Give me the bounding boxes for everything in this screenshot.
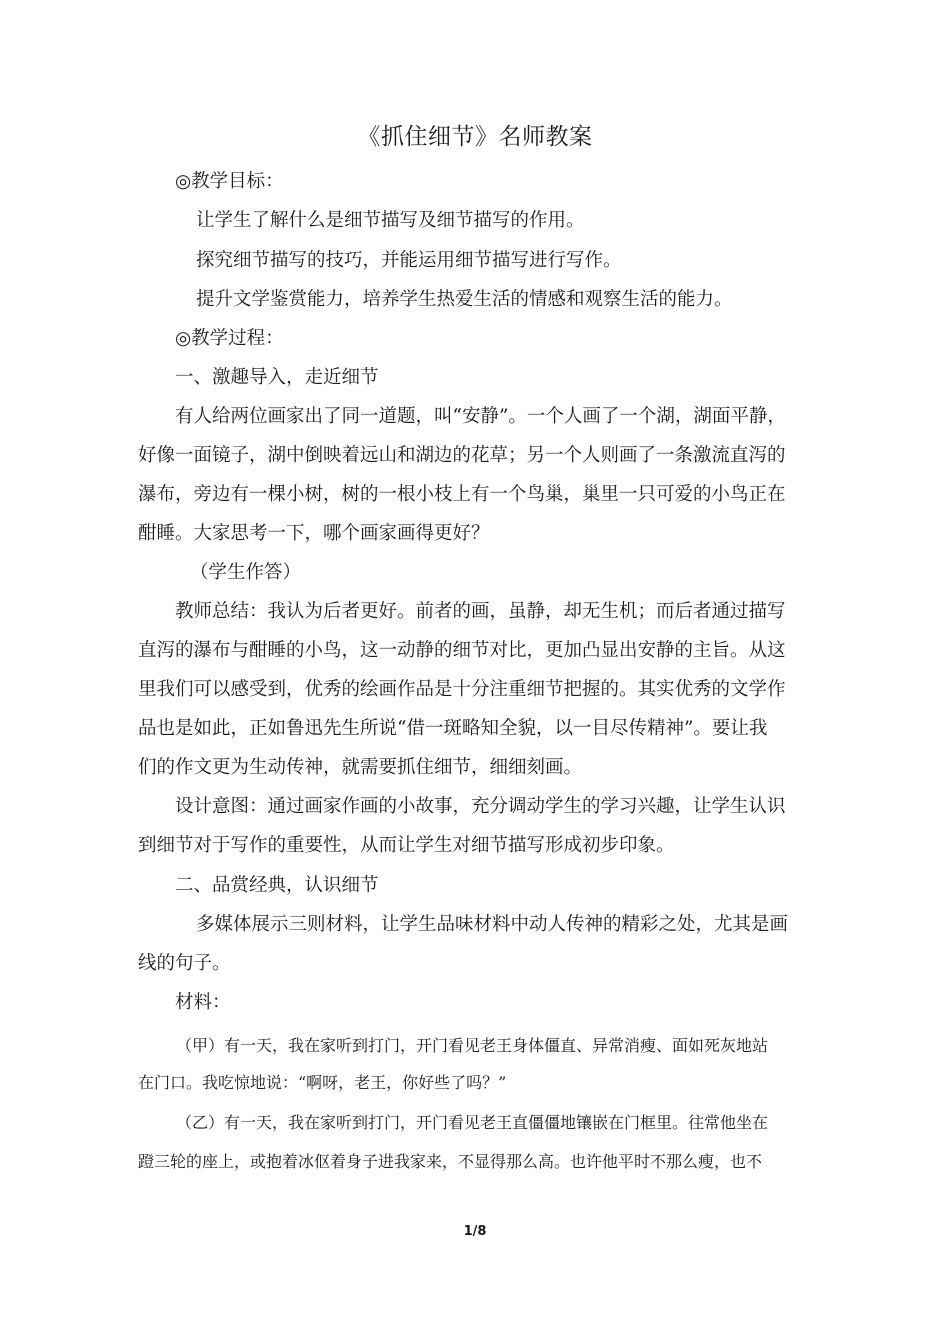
material-a-line: 在门口。我吃惊地说：“啊呀，老王，你好些了吗？” — [138, 1073, 507, 1092]
material-b-line: （乙）有一天，我在家听到打门，开门看见老王直僵僵地镶嵌在门框里。往常他坐在 — [176, 1113, 769, 1132]
section-heading: 一、激趣导入，走近细节 — [175, 367, 379, 388]
material-b-line: 蹬三轮的座上，或抱着冰伛着身子进我家来，不显得那么高。也许他平时不那么瘦，也不 — [138, 1152, 763, 1171]
paragraph-line: 好像一面镜子，湖中倒映着远山和湖边的花草；另一个人则画了一条激流直泻的 — [138, 445, 786, 466]
paragraph-line: 瀑布，旁边有一棵小树，树的一根小枝上有一个鸟巢，巢里一只可爱的小鸟正在 — [138, 484, 786, 505]
material-a-line: （甲）有一天，我在家听到打门，开门看见老王身体僵直、异常消瘦、面如死灰地站 — [176, 1036, 769, 1055]
student-answer-note: （学生作答） — [190, 562, 302, 583]
paragraph-line: 有人给两位画家出了同一道题，叫“安静”。一个人画了一个湖，湖面平静， — [175, 406, 786, 427]
paragraph-line: 们的作文更为生动传神，就需要抓住细节，细细刻画。 — [138, 757, 583, 778]
paragraph-line: 设计意图：通过画家作画的小故事，充分调动学生的学习兴趣，让学生认识 — [175, 796, 786, 817]
paragraph-line: 多媒体展示三则材料，让学生品味材料中动人传神的精彩之处，尤其是画 — [196, 914, 789, 935]
paragraph-line: 品也是如此，正如鲁迅先生所说“借一斑略知全貌，以一目尽传精神”。要让我 — [138, 718, 768, 739]
paragraph-line: 线的句子。 — [138, 953, 231, 974]
document-title: 《抓住细节》名师教案 — [357, 124, 593, 150]
process-heading: ◎教学过程： — [175, 328, 284, 349]
section-heading: 二、品赏经典，认识细节 — [175, 875, 379, 896]
goal-item: 探究细节描写的技巧，并能运用细节描写进行写作。 — [196, 250, 622, 271]
paragraph-line: 酣睡。大家思考一下，哪个画家画得更好？ — [138, 523, 490, 544]
paragraph-line: 教师总结：我认为后者更好。前者的画，虽静，却无生机；而后者通过描写 — [175, 601, 786, 622]
page-number: 1/8 — [463, 1224, 487, 1239]
material-label: 材料： — [175, 992, 231, 1013]
paragraph-line: 到细节对于写作的重要性，从而让学生对细节描写形成初步印象。 — [138, 835, 675, 856]
goal-item: 提升文学鉴赏能力，培养学生热爱生活的情感和观察生活的能力。 — [196, 289, 733, 310]
goal-item: 让学生了解什么是细节描写及细节描写的作用。 — [196, 210, 585, 231]
paragraph-line: 里我们可以感受到，优秀的绘画作品是十分注重细节把握的。其实优秀的文学作 — [138, 679, 786, 700]
goals-heading: ◎教学目标： — [175, 171, 284, 192]
paragraph-line: 直泻的瀑布与酣睡的小鸟，这一动静的细节对比，更加凸显出安静的主旨。从这 — [138, 640, 786, 661]
